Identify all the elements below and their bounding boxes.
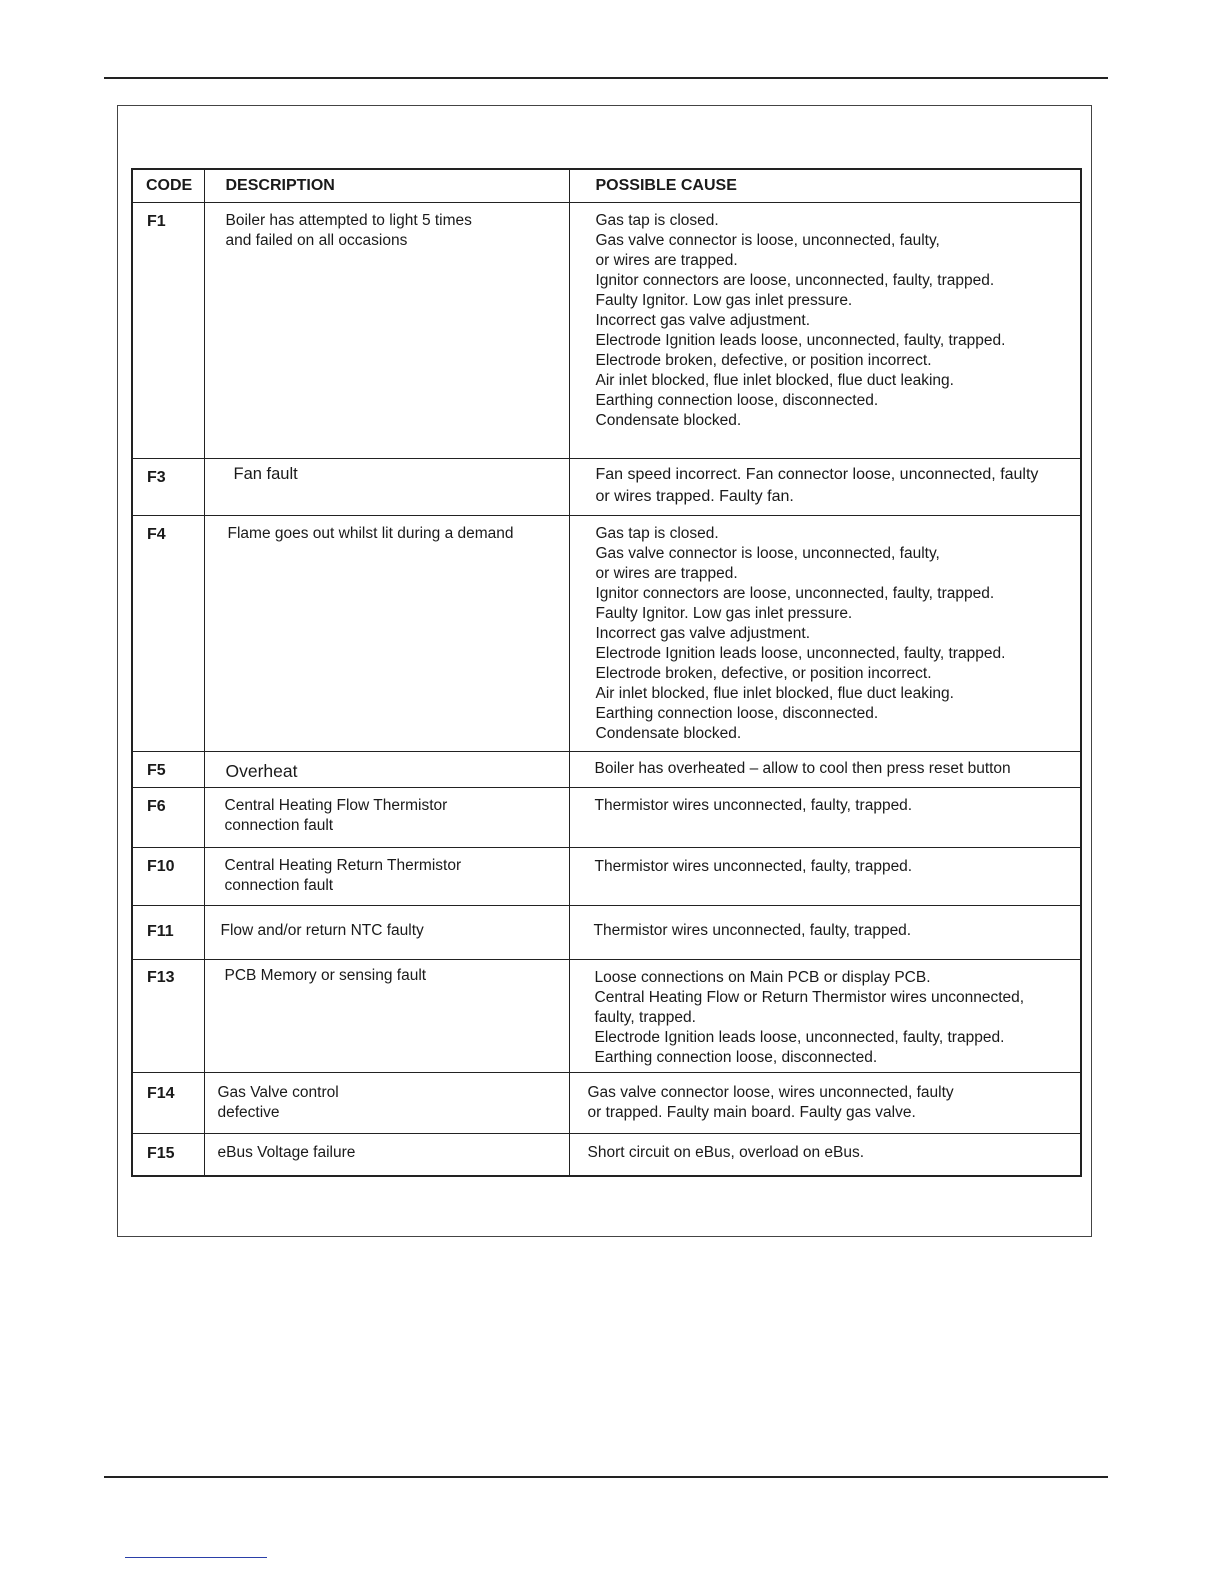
header-possible-cause: POSSIBLE CAUSE (569, 169, 1081, 203)
fault-code: F4 (132, 516, 204, 752)
fault-description (204, 516, 569, 752)
footer-link-underline[interactable] (125, 1557, 267, 1558)
table-row (132, 203, 1081, 459)
description-line: Central Heating Flow Thermistor (224, 797, 448, 814)
description-line: Overheat (225, 761, 298, 781)
cause-line: Faulty Ignitor. Low gas inlet pressure. (595, 292, 853, 309)
fault-cause (569, 752, 1081, 788)
fault-description (204, 203, 569, 459)
fault-cause (569, 1073, 1081, 1134)
fault-description (204, 788, 569, 848)
cause-line: Fan speed incorrect. Fan connector loose, unconnected, faulty (595, 466, 1039, 483)
cause-line: Thermistor wires unconnected, faulty, trapped. (593, 922, 912, 939)
cause-line: or wires trapped. Faulty fan. (595, 488, 794, 505)
description-line: defective (217, 1104, 280, 1121)
fault-code: F13 (132, 960, 204, 1073)
description-line: Central Heating Return Thermistor (224, 857, 462, 874)
cause-line: Air inlet blocked, flue inlet blocked, flue duct leaking. (595, 685, 954, 702)
fault-description (204, 1073, 569, 1134)
description-line: Boiler has attempted to light 5 times (225, 212, 472, 229)
cause-line: Incorrect gas valve adjustment. (595, 312, 811, 329)
cause-line: Incorrect gas valve adjustment. (595, 625, 811, 642)
cause-line: faulty, trapped. (594, 1009, 696, 1026)
cause-line: Condensate blocked. (595, 725, 742, 742)
fault-description (204, 459, 569, 516)
fault-code: F14 (132, 1073, 204, 1134)
description-line: Gas Valve control (217, 1084, 339, 1101)
fault-cause (569, 960, 1081, 1073)
footer-rule (104, 1476, 1108, 1478)
cause-line: Thermistor wires unconnected, faulty, trapped. (594, 797, 913, 814)
table-header-row (132, 169, 1081, 203)
table-row (132, 788, 1081, 848)
table-row (132, 459, 1081, 516)
fault-code: F10 (132, 848, 204, 906)
description-line: connection fault (224, 817, 334, 834)
fault-cause (569, 906, 1081, 960)
table-row (132, 1073, 1081, 1134)
fault-code-table (131, 168, 1082, 1177)
cause-line: Short circuit on eBus, overload on eBus. (587, 1144, 865, 1161)
fault-cause (569, 788, 1081, 848)
cause-line: Gas tap is closed. (595, 212, 719, 229)
table-row (132, 848, 1081, 906)
cause-line: Boiler has overheated – allow to cool then press reset button (594, 760, 1011, 777)
cause-line: Ignitor connectors are loose, unconnected, faulty, trapped. (595, 585, 995, 602)
table-row (132, 752, 1081, 788)
cause-line: Gas tap is closed. (595, 525, 719, 542)
fault-description (204, 752, 569, 788)
fault-cause (569, 848, 1081, 906)
cause-line: Central Heating Flow or Return Thermistor wires unconnected, (594, 989, 1025, 1006)
cause-line: Earthing connection loose, disconnected. (594, 1049, 878, 1066)
cause-line: Gas valve connector is loose, unconnected, faulty, (595, 545, 940, 562)
cause-line: Gas valve connector loose, wires unconnected, faulty (587, 1084, 954, 1101)
header-description: DESCRIPTION (204, 169, 569, 203)
header-code: CODE (132, 169, 204, 203)
cause-line: Electrode broken, defective, or position incorrect. (595, 352, 932, 369)
cause-line: Faulty Ignitor. Low gas inlet pressure. (595, 605, 853, 622)
fault-description (204, 960, 569, 1073)
description-line: Flame goes out whilst lit during a demand (227, 525, 514, 542)
fault-description (204, 906, 569, 960)
fault-code: F1 (132, 203, 204, 459)
description-line: Fan fault (233, 465, 298, 483)
description-line: and failed on all occasions (225, 232, 408, 249)
description-line: connection fault (224, 877, 334, 894)
fault-code: F3 (132, 459, 204, 516)
table-row (132, 516, 1081, 752)
fault-cause (569, 516, 1081, 752)
table-row (132, 960, 1081, 1073)
cause-line: or trapped. Faulty main board. Faulty gas valve. (587, 1104, 916, 1121)
fault-code: F5 (132, 752, 204, 788)
table-row (132, 906, 1081, 960)
fault-description (204, 1134, 569, 1176)
cause-line: Ignitor connectors are loose, unconnected, faulty, trapped. (595, 272, 995, 289)
header-rule (104, 77, 1108, 79)
cause-line: or wires are trapped. (595, 252, 738, 269)
cause-line: Electrode Ignition leads loose, unconnected, faulty, trapped. (595, 332, 1006, 349)
cause-line: Electrode Ignition leads loose, unconnected, faulty, trapped. (594, 1029, 1005, 1046)
cause-line: Air inlet blocked, flue inlet blocked, flue duct leaking. (595, 372, 954, 389)
fault-code: F6 (132, 788, 204, 848)
cause-line: Earthing connection loose, disconnected. (595, 392, 879, 409)
cause-line: Thermistor wires unconnected, faulty, trapped. (594, 858, 913, 875)
cause-line: or wires are trapped. (595, 565, 738, 582)
fault-description (204, 848, 569, 906)
fault-cause (569, 203, 1081, 459)
cause-line: Earthing connection loose, disconnected. (595, 705, 879, 722)
cause-line: Gas valve connector is loose, unconnected, faulty, (595, 232, 940, 249)
description-line: Flow and/or return NTC faulty (220, 922, 424, 939)
description-line: PCB Memory or sensing fault (224, 967, 427, 984)
fault-cause (569, 1134, 1081, 1176)
cause-line: Loose connections on Main PCB or display PCB. (594, 969, 931, 986)
table-row (132, 1134, 1081, 1176)
cause-line: Electrode Ignition leads loose, unconnected, faulty, trapped. (595, 645, 1006, 662)
cause-line: Electrode broken, defective, or position incorrect. (595, 665, 932, 682)
description-line: eBus Voltage failure (217, 1144, 356, 1161)
fault-cause (569, 459, 1081, 516)
cause-line: Condensate blocked. (595, 412, 742, 429)
fault-code: F11 (132, 906, 204, 960)
fault-code: F15 (132, 1134, 204, 1176)
